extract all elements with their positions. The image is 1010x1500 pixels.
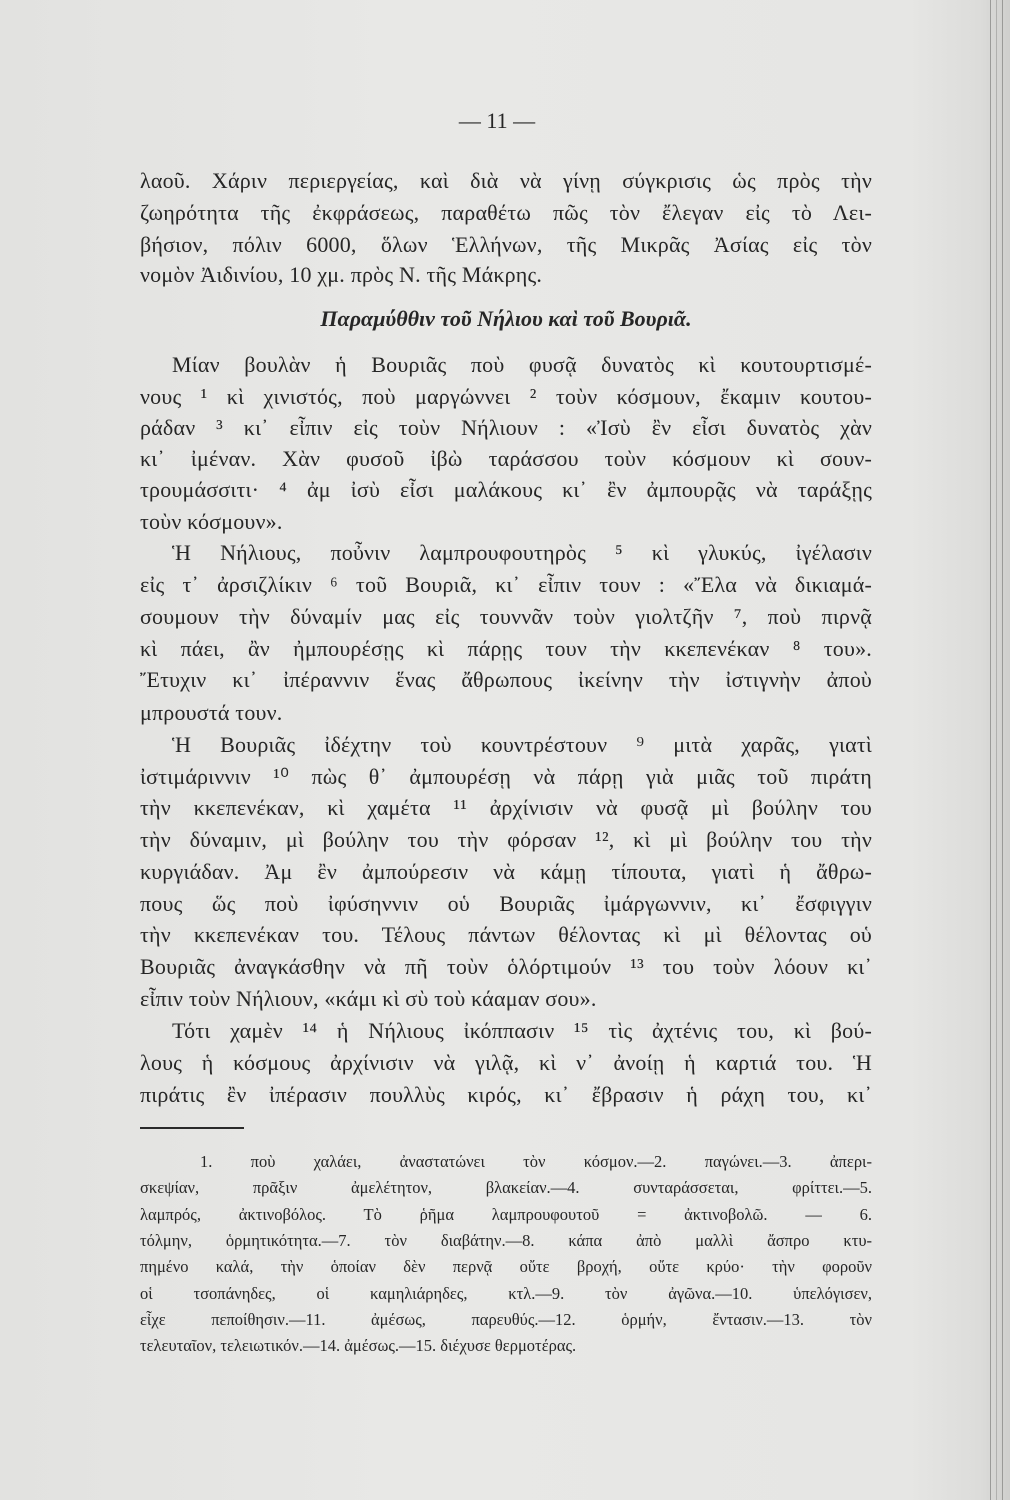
- footnote-line: σκεψίαν, πρᾶξιν ἀμελέτητον, βλακείαν.—4. συνταράσσεται, φρίττει.—5.: [140, 1178, 872, 1198]
- text-line: πους ὥς ποὺ ἰφύσηννιν οὑ Βουριᾶς ἰμάργωννιν, κι᾿ ἔσφιγγιν: [140, 891, 872, 916]
- footnote-divider: [140, 1127, 244, 1129]
- text-line: κὶ πάει, ἂν ἠμπουρέσῃς κὶ πάρῃς τουν τὴν κκεπενέκαν ⁸ του».: [140, 636, 872, 661]
- footnote-line: λαμπρός, ἀκτινοβόλος. Τὸ ῥῆμα λαμπρουφουτοῦ = ἀκτινοβολῶ. — 6.: [140, 1204, 872, 1224]
- footnote-line: οἱ τσοπάνηδες, οἱ καμηλιάρηδες, κτλ.—9. τὸν ἀγῶνα.—10. ὑπελόγισεν,: [140, 1283, 872, 1303]
- text-line: Ἡ Βουριᾶς ἰδέχτην τοὺ κουντρέστουν ⁹ μιτὰ χαρᾶς, γιατὶ: [172, 732, 872, 757]
- story-title: Παραμύθθιν τοῦ Νήλιου καὶ τοῦ Βουριᾶ.: [320, 306, 692, 331]
- footnote-line: τελευταῖον, τελειωτικόν.—14. ἀμέσως.—15. διέχυσε θερμοτέρας.: [140, 1336, 577, 1356]
- footnote-line: εἶχε πεποίθησιν.—11. ἀμέσως, παρευθύς.—12. ὁρμήν, ἔντασιν.—13. τὸν: [140, 1309, 872, 1329]
- text-line: μπρουστά τουν.: [140, 700, 283, 725]
- text-line: εἶπιν τοὺν Νήλιουν, «κάμι κὶ σὺ τοὺ κάαμαν σου».: [140, 986, 597, 1011]
- text-line: νους ¹ κὶ χινιστός, ποὺ μαργώννει ² τοὺν κόσμουν, ἔκαμιν κουτου-: [140, 384, 872, 409]
- text-line: τὴν κκεπενέκαν του. Τέλους πάντων θέλοντας κὶ μὶ θέλοντας οὑ: [140, 922, 872, 947]
- text-line: κυργιάδαν. Ἀμ ἒν ἀμπούρεσιν νὰ κάμῃ τίπουτα, γιατὶ ἡ ἄθρω-: [140, 859, 872, 884]
- text-line: τρουμάσσιτι· ⁴ ἀμ ἰσὺ εἶσι μαλάκους κι᾿ ἒν ἀμπουρᾷς νὰ ταράξῃς: [140, 477, 872, 502]
- text-line: κι᾿ ἰμέναν. Χὰν φυσοῦ ἰβὼ ταράσσου τοὺν κόσμουν κὶ σουν-: [140, 446, 872, 471]
- text-line: τοὺν κόσμουν».: [140, 509, 283, 534]
- text-line: λαοῦ. Χάριν περιεργείας, καὶ διὰ νὰ γίνῃ σύγκρισις ὡς πρὸς τὴν: [140, 168, 872, 193]
- text-line: τὴν κκεπενέκαν, κὶ χαμέτα ¹¹ ἀρχίνισιν νὰ φυσᾷ μὶ βούλην του: [140, 795, 872, 820]
- page-number: — 11 —: [458, 108, 536, 133]
- text-line: ἰστιμάριννιν ¹⁰ πὼς θ᾿ ἀμπουρέσῃ νὰ πάρῃ γιὰ μιᾶς τοῦ πιράτη: [140, 764, 872, 789]
- text-line: Βουριᾶς ἀναγκάσθην νὰ πῆ τοὺν ὁλόρτιμούν ¹³ του τοὺν λόουν κι᾿: [140, 954, 872, 979]
- text-line: βήσιον, πόλιν 6000, ὅλων Ἑλλήνων, τῆς Μικρᾶς Ἀσίας εἰς τὸν: [140, 232, 872, 257]
- footnote-line: 1. ποὺ χαλάει, ἀναστατώνει τὸν κόσμον.—2. παγώνει.—3. ἀπερι-: [200, 1152, 872, 1171]
- text-line: ζωηρότητα τῆς ἐκφράσεως, παραθέτω πῶς τὸν ἔλεγαν εἰς τὸ Λει-: [140, 200, 872, 225]
- text-line: νομὸν Ἀιδινίου, 10 χμ. πρὸς Ν. τῆς Μάκρης.: [140, 262, 543, 287]
- text-line: Μίαν βουλὰν ἡ Βουριᾶς ποὺ φυσᾷ δυνατὸς κὶ κουτουρτισμέ-: [172, 352, 872, 377]
- text-line: εἰς τ᾿ ἀρσιζλίκιν ⁶ τοῦ Βουριᾶ, κι᾿ εἶπιν τουν : «Ἔλα νὰ δικιαμά-: [140, 572, 872, 597]
- page-edge: [990, 0, 991, 1500]
- text-line: σουμουν τὴν δύναμίν μας εἰς τουννᾶν τοὺν γιολτζῆν ⁷, ποὺ πιρνᾷ: [140, 604, 872, 629]
- page-edge: [996, 0, 997, 1500]
- text-line: πιράτις ἒν ἰπέρασιν πουλλὺς κιρός, κι᾿ ἔβρασιν ἡ ράχη του, κι᾿: [140, 1082, 872, 1107]
- text-line: ράδαν ³ κι᾿ εἶπιν εἰς τοὺν Νήλιουν : «Ἰσὺ ἒν εἶσι δυνατὸς χὰν: [140, 415, 872, 440]
- text-line: τὴν δύναμιν, μὶ βούλην του τὴν φόρσαν ¹², κὶ μὶ βούλην του τὴν: [140, 827, 872, 852]
- footnote-line: πημένο καλά, τὴν ὁποίαν δὲν περνᾷ οὔτε βροχή, οὔτε κρύο· τὴν φοροῦν: [140, 1257, 872, 1277]
- text-line: Ἔτυχιν κι᾿ ἰπέραννιν ἕνας ἄθρωπους ἰκείνην τὴν ἰστιγνὴν ἀποὺ: [140, 667, 872, 692]
- text-line: λους ἡ κόσμους ἀρχίνισιν νὰ γιλᾷ, κὶ ν᾿ ἀνοίῃ ἡ καρτιά του. Ἡ: [140, 1050, 872, 1075]
- text-line: Ἡ Νήλιους, ποὖνιν λαμπρουφουτηρὸς ⁵ κὶ γλυκύς, ἰγέλασιν: [172, 540, 872, 565]
- page-edge: [1002, 0, 1003, 1500]
- footnote-line: τόλμην, ὁρμητικότητα.—7. τὸν διαβάτην.—8. κάπα ἀπὸ μαλλὶ ἄσπρο κτυ-: [140, 1230, 872, 1250]
- text-line: Τότι χαμὲν ¹⁴ ἡ Νήλιους ἰκόππασιν ¹⁵ τὶς ἀχτένις του, κὶ βού-: [172, 1018, 872, 1043]
